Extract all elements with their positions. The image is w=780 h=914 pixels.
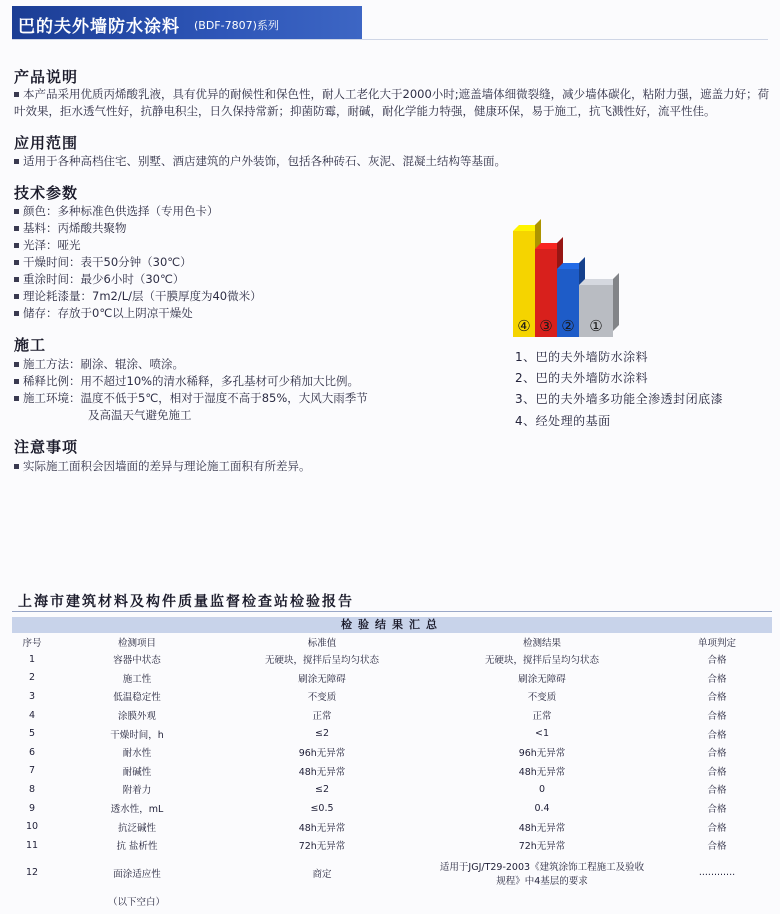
table-cell: 96h无异常 (518, 748, 566, 760)
table-cell: 透水性，mL (110, 804, 164, 816)
title-banner (12, 6, 362, 39)
table-cell: 合格 (707, 692, 727, 704)
table-cell: 48h无异常 (518, 822, 566, 834)
summary-bar: 检验结果汇总 (12, 617, 772, 633)
column-header: 标准值 (307, 638, 337, 649)
table-cell: 刷涂无障碍 (518, 673, 566, 685)
param-item (14, 237, 81, 254)
section-heading-params: 技术参数 (14, 184, 79, 202)
table-cell: 合格 (707, 841, 727, 853)
table-cell: 适用于JGJ/T29-2003《建筑涂饰工程施工及验收 规程》中4基层的要求 (439, 861, 645, 887)
column-header: 检测结果 (522, 638, 561, 649)
table-cell: <1 (534, 728, 549, 740)
table-cell: ≤0.5 (310, 802, 334, 814)
table-row (12, 706, 772, 725)
column-header: 检测项目 (117, 638, 156, 649)
table-cell: 合格 (707, 748, 727, 760)
layer-label-2: ② (561, 317, 575, 335)
table-row (12, 855, 772, 891)
product-title: 巴的夫外墙防水涂料 (18, 17, 180, 37)
legend-item-2: 2、巴的夫外墙防水涂料 (515, 371, 649, 385)
param-text: 储存：存放于0℃以上阴凉干燥处 (23, 306, 193, 320)
param-text: 重涂时间：最少6小时（30℃） (23, 272, 185, 286)
description-line-1 (14, 86, 769, 103)
table-cell: 耐水性 (122, 748, 152, 760)
construction-item (14, 373, 359, 390)
section-heading-construction: 施工 (14, 336, 47, 354)
report-divider (12, 611, 772, 612)
layer-bar-1 (579, 285, 613, 337)
bullet-icon (14, 92, 19, 97)
table-row (12, 743, 772, 762)
report-title: 上海市建筑材料及构件质量监督检查站检验报告 (18, 594, 354, 610)
table-row (12, 817, 772, 836)
layer-bar-4 (513, 231, 535, 337)
table-cell: 抗泛碱性 (117, 822, 156, 834)
table-header-row (12, 634, 772, 650)
table-cell: 72h无异常 (518, 841, 566, 853)
table-cell: 48h无异常 (298, 822, 346, 834)
description-text-1: 本产品采用优质丙烯酸乳液，具有优异的耐候性和保色性，耐人工老化大于2000小时;遮盖墙体细微裂缝，减少墙体碳化，粘附力强，遮盖力好；荷 (23, 87, 770, 101)
banner-divider (12, 39, 768, 40)
coating-layers-illustration (505, 222, 635, 337)
table-cell: 6 (28, 746, 36, 758)
table-cell: 7 (28, 765, 36, 777)
notes-text: 实际施工面积会因墙面的差异与理论施工面积有所差异。 (23, 459, 311, 473)
param-item (14, 220, 127, 237)
table-cell: 2 (28, 672, 36, 684)
table-cell: 低温稳定性 (113, 692, 161, 704)
layer-bar-2 (557, 269, 579, 337)
table-cell: 9 (28, 802, 36, 814)
param-item (14, 254, 192, 271)
section-heading-scope: 应用范围 (14, 134, 79, 152)
table-cell: 耐碱性 (122, 766, 152, 778)
construction-text: 稀释比例：用不超过10%的清水稀释，多孔基材可少稍加大比例。 (23, 374, 360, 388)
table-cell: 0.4 (534, 802, 550, 814)
table-row (12, 724, 772, 743)
legend-item-4: 4、经处理的基面 (515, 414, 611, 428)
table-cell: 合格 (707, 766, 727, 778)
table-row (12, 836, 772, 855)
param-item (14, 305, 193, 322)
table-cell: 不变质 (307, 692, 337, 704)
table-cell: 刷涂无障碍 (298, 673, 346, 685)
table-cell: 4 (28, 709, 36, 721)
legend-item-1: 1、巴的夫外墙防水涂料 (515, 350, 649, 364)
param-text: 理论耗漆量：7m2/L/层（干膜厚度为40微米） (23, 289, 262, 303)
table-row (12, 669, 772, 688)
table-row (12, 650, 772, 669)
table-cell: 面涂适应性 (113, 868, 161, 880)
table-cell: 无硬块，搅拌后呈均匀状态 (264, 655, 379, 667)
table-cell: 10 (25, 821, 39, 833)
table-cell: ≤2 (314, 728, 329, 740)
param-item (14, 288, 262, 305)
table-cell: 8 (28, 783, 36, 795)
table-cell: 合格 (707, 711, 727, 723)
layer-label-3: ③ (539, 317, 553, 335)
layer-label-1: ① (589, 317, 603, 335)
table-cell: ≤2 (314, 783, 329, 795)
section-heading-description: 产品说明 (14, 68, 79, 86)
table-cell: 72h无异常 (298, 841, 346, 853)
section-heading-notes: 注意事项 (14, 438, 79, 456)
column-header: 序号 (22, 638, 42, 649)
construction-item (14, 390, 368, 407)
table-cell: 合格 (707, 729, 727, 741)
table-cell: 5 (28, 728, 36, 740)
layer-label-4: ④ (517, 317, 531, 335)
construction-text: 施工方法：刷涂、辊涂、喷涂。 (23, 357, 184, 371)
table-cell: 1 (28, 653, 36, 665)
table-row (12, 687, 772, 706)
table-footnote: （以下空白） (108, 897, 166, 908)
scope-line (14, 153, 506, 170)
construction-item (14, 356, 184, 373)
product-model: (BDF-7807)系列 (194, 19, 279, 32)
table-row (12, 780, 772, 799)
table-cell: 不变质 (527, 692, 557, 704)
bullet-icon (14, 159, 19, 164)
bullet-icon (14, 209, 19, 214)
param-text: 颜色：多种标准色供选择（专用色卡） (23, 204, 219, 218)
table-cell: 无硬块，搅拌后呈均匀状态 (484, 655, 599, 667)
bullet-icon (14, 226, 19, 231)
param-text: 干燥时间：表干50分钟（30℃） (23, 255, 192, 269)
table-cell: 48h无异常 (298, 766, 346, 778)
bullet-icon (14, 294, 19, 299)
bullet-icon (14, 396, 19, 401)
bullet-icon (14, 464, 19, 469)
param-text: 基料：丙烯酸共聚物 (23, 221, 127, 235)
construction-text: 施工环境：温度不低于5℃，相对于湿度不高于85%，大风大雨季节 (23, 391, 368, 405)
bullet-icon (14, 277, 19, 282)
table-cell: 48h无异常 (518, 766, 566, 778)
bullet-icon (14, 362, 19, 367)
scope-text: 适用于各种高档住宅、别墅、酒店建筑的户外装饰，包括各种砖石、灰泥、混凝土结构等基面。 (23, 154, 506, 168)
inspection-table (12, 634, 772, 891)
bullet-icon (14, 311, 19, 316)
table-cell: 合格 (707, 822, 727, 834)
table-cell: 抗 盐析性 (116, 841, 158, 853)
param-text: 光泽：哑光 (23, 238, 81, 252)
table-cell: 涂膜外观 (117, 711, 156, 723)
param-item (14, 203, 219, 220)
table-cell: 正常 (312, 711, 332, 723)
table-cell: 施工性 (122, 673, 152, 685)
table-cell: 附着力 (122, 785, 152, 797)
table-cell: 合格 (707, 655, 727, 667)
table-cell: 合格 (707, 785, 727, 797)
bullet-icon (14, 260, 19, 265)
column-header: 单项判定 (697, 638, 736, 649)
table-cell: 干燥时间，h (110, 729, 164, 741)
table-cell: 96h无异常 (298, 748, 346, 760)
table-cell: 0 (538, 783, 546, 795)
table-cell: 12 (25, 867, 39, 879)
table-cell: 商定 (312, 868, 332, 880)
table-row (12, 762, 772, 781)
table-cell: 11 (25, 839, 39, 851)
notes-line (14, 458, 311, 475)
layer-bar-3 (535, 249, 557, 337)
description-line-2: 叶效果，拒水透气性好，抗静电积尘，日久保持常新；抑菌防霉，耐碱，耐化学能力特强，健康环保，易于施工，抗飞溅性好，流平性佳。 (14, 104, 716, 118)
table-cell: 容器中状态 (113, 655, 161, 667)
construction-item-cont: 及高温天气避免施工 (88, 408, 192, 422)
table-cell: 合格 (707, 804, 727, 816)
legend-item-3: 3、巴的夫外墙多功能全渗透封闭底漆 (515, 392, 724, 406)
table-cell: ............ (698, 867, 736, 879)
table-cell: 3 (28, 690, 36, 702)
table-cell: 合格 (707, 673, 727, 685)
table-row (12, 799, 772, 818)
bullet-icon (14, 243, 19, 248)
table-cell: 正常 (532, 711, 552, 723)
bullet-icon (14, 379, 19, 384)
param-item (14, 271, 184, 288)
